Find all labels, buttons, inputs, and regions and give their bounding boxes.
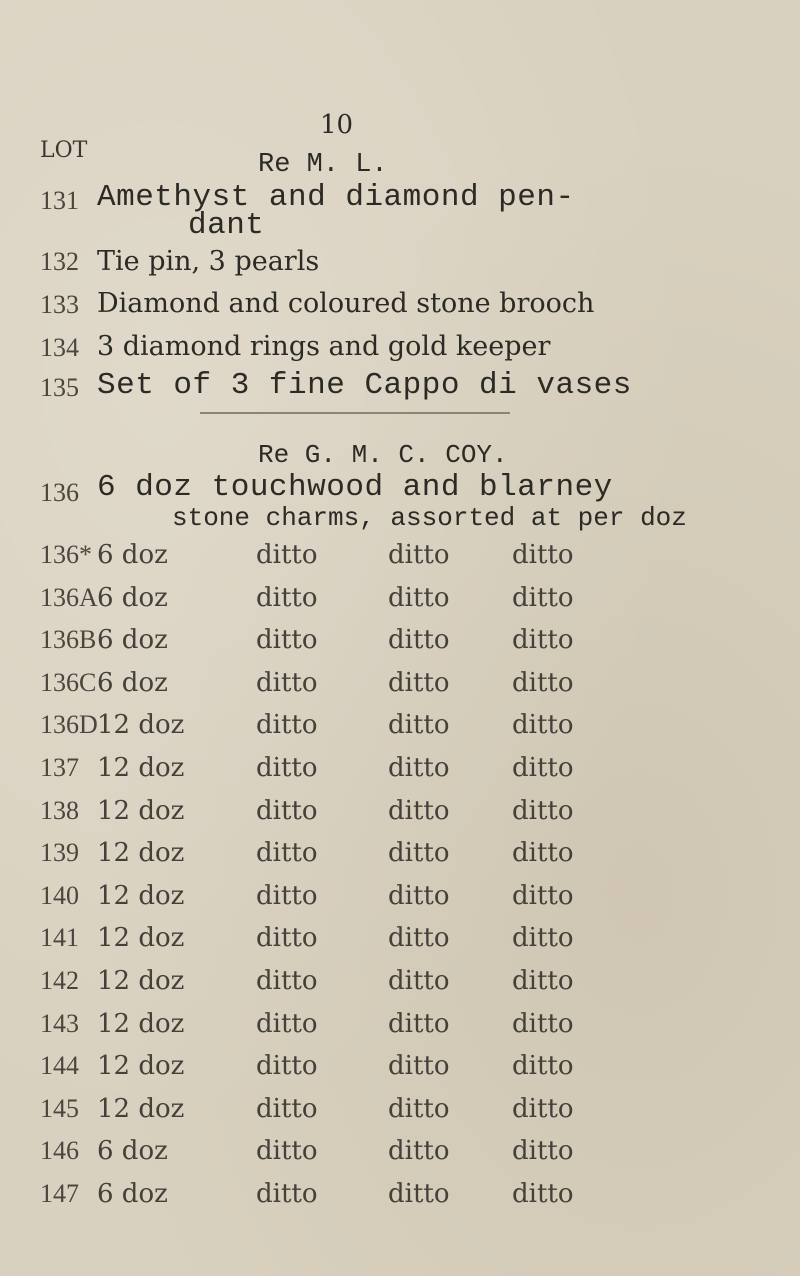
lot-number: 137 bbox=[40, 753, 79, 782]
ditto-cell: ditto bbox=[388, 796, 450, 826]
ditto-cell: ditto bbox=[512, 881, 574, 911]
lot-number: 136* bbox=[40, 540, 92, 569]
section-divider bbox=[200, 412, 510, 414]
lot-number: 141 bbox=[40, 923, 79, 952]
lot-number: 136A bbox=[40, 583, 98, 612]
lot-number: 147 bbox=[40, 1179, 79, 1208]
ditto-cell: ditto bbox=[512, 966, 574, 996]
lot-number: 133 bbox=[40, 290, 79, 319]
ditto-cell: ditto bbox=[256, 838, 318, 868]
ditto-cell: ditto bbox=[512, 540, 574, 570]
ditto-cell: ditto bbox=[512, 796, 574, 826]
ditto-cell: ditto bbox=[256, 1051, 318, 1081]
ditto-cell: ditto bbox=[512, 1136, 574, 1166]
lot-number: 139 bbox=[40, 838, 79, 867]
lot-number: 134 bbox=[40, 333, 79, 362]
ditto-cell: ditto bbox=[256, 796, 318, 826]
lot-number: 132 bbox=[40, 247, 79, 276]
lot-quantity: 12 doz bbox=[97, 1094, 185, 1124]
ditto-cell: ditto bbox=[388, 753, 450, 783]
lot-quantity: 12 doz bbox=[97, 753, 185, 783]
lot-quantity: 6 doz bbox=[97, 1136, 168, 1166]
ditto-cell: ditto bbox=[512, 1094, 574, 1124]
page-number: 10 bbox=[320, 110, 354, 140]
lot-description: Diamond and coloured stone brooch bbox=[97, 288, 595, 319]
ditto-cell: ditto bbox=[512, 668, 574, 698]
ditto-cell: ditto bbox=[256, 710, 318, 740]
ditto-cell: ditto bbox=[388, 668, 450, 698]
lot-quantity: 12 doz bbox=[97, 796, 185, 826]
ditto-cell: ditto bbox=[256, 625, 318, 655]
ditto-cell: ditto bbox=[512, 923, 574, 953]
ditto-cell: ditto bbox=[388, 881, 450, 911]
section-heading-re-gmc-coy: Re G. M. C. COY. bbox=[258, 440, 508, 470]
lot-quantity: 12 doz bbox=[97, 1051, 185, 1081]
lot-quantity: 12 doz bbox=[97, 710, 185, 740]
lot-quantity: 6 doz bbox=[97, 625, 168, 655]
lot-number: 136 bbox=[40, 478, 79, 507]
lot-description: Set of 3 fine Cappo di vases bbox=[97, 368, 632, 403]
lot-number: 136B bbox=[40, 625, 97, 654]
ditto-cell: ditto bbox=[388, 1179, 450, 1209]
ditto-cell: ditto bbox=[512, 1179, 574, 1209]
lot-number: 143 bbox=[40, 1009, 79, 1038]
lot-number: 135 bbox=[40, 373, 79, 402]
lot-quantity: 6 doz bbox=[97, 1179, 168, 1209]
lot-quantity: 12 doz bbox=[97, 838, 185, 868]
lot-number: 146 bbox=[40, 1136, 79, 1165]
lot-description: 6 doz touchwood and blarney bbox=[97, 470, 613, 505]
ditto-cell: ditto bbox=[256, 966, 318, 996]
lot-description: Tie pin, 3 pearls bbox=[97, 246, 320, 277]
lot-quantity: 6 doz bbox=[97, 540, 168, 570]
ditto-cell: ditto bbox=[388, 923, 450, 953]
lot-number: 136C bbox=[40, 668, 97, 697]
ditto-cell: ditto bbox=[388, 710, 450, 740]
ditto-cell: ditto bbox=[388, 1051, 450, 1081]
ditto-cell: ditto bbox=[512, 838, 574, 868]
lot-description-continued: stone charms, assorted at per doz bbox=[172, 503, 687, 533]
ditto-cell: ditto bbox=[256, 583, 318, 613]
ditto-cell: ditto bbox=[256, 1136, 318, 1166]
ditto-cell: ditto bbox=[512, 753, 574, 783]
lot-description-continued: dant bbox=[188, 208, 265, 243]
lot-quantity: 12 doz bbox=[97, 923, 185, 953]
lot-quantity: 12 doz bbox=[97, 966, 185, 996]
lot-quantity: 12 doz bbox=[97, 881, 185, 911]
ditto-cell: ditto bbox=[256, 1179, 318, 1209]
ditto-cell: ditto bbox=[388, 540, 450, 570]
section-heading-re-ml: Re M. L. bbox=[258, 150, 388, 180]
lot-quantity: 6 doz bbox=[97, 668, 168, 698]
lot-column-header: LOT bbox=[40, 138, 88, 163]
lot-quantity: 12 doz bbox=[97, 1009, 185, 1039]
lot-number: 131 bbox=[40, 186, 79, 215]
lot-number: 144 bbox=[40, 1051, 79, 1080]
ditto-cell: ditto bbox=[256, 540, 318, 570]
ditto-cell: ditto bbox=[256, 1094, 318, 1124]
lot-description: Amethyst and diamond pen- bbox=[97, 180, 575, 215]
ditto-cell: ditto bbox=[512, 625, 574, 655]
ditto-cell: ditto bbox=[256, 881, 318, 911]
ditto-cell: ditto bbox=[388, 1094, 450, 1124]
ditto-cell: ditto bbox=[512, 1051, 574, 1081]
lot-number: 140 bbox=[40, 881, 79, 910]
ditto-cell: ditto bbox=[388, 583, 450, 613]
lot-quantity: 6 doz bbox=[97, 583, 168, 613]
lot-description: 3 diamond rings and gold keeper bbox=[97, 331, 551, 362]
lot-number: 145 bbox=[40, 1094, 79, 1123]
ditto-cell: ditto bbox=[512, 1009, 574, 1039]
ditto-cell: ditto bbox=[388, 966, 450, 996]
ditto-cell: ditto bbox=[388, 625, 450, 655]
ditto-cell: ditto bbox=[256, 668, 318, 698]
ditto-cell: ditto bbox=[256, 753, 318, 783]
lot-number: 138 bbox=[40, 796, 79, 825]
lot-number: 136D bbox=[40, 710, 98, 739]
ditto-cell: ditto bbox=[388, 1009, 450, 1039]
ditto-cell: ditto bbox=[512, 710, 574, 740]
lot-number: 142 bbox=[40, 966, 79, 995]
ditto-cell: ditto bbox=[512, 583, 574, 613]
ditto-cell: ditto bbox=[256, 923, 318, 953]
ditto-cell: ditto bbox=[388, 1136, 450, 1166]
ditto-cell: ditto bbox=[256, 1009, 318, 1039]
ditto-cell: ditto bbox=[388, 838, 450, 868]
